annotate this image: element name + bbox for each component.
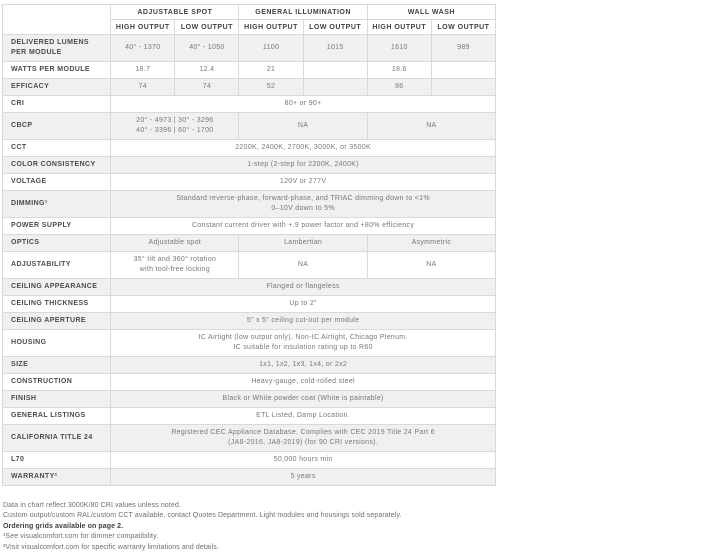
spec-value-cell: 2200K, 2400K, 2700K, 3000K, or 3500K [111,140,496,157]
table-row-finish [3,391,496,408]
spec-value-cell: Constant current driver with +.9 power factor and +80% efficiency [111,218,496,235]
spec-value-cell: NA [239,113,367,140]
row-label: VOLTAGE [3,174,111,191]
footnote-line-ordering-grids: Ordering grids available on page 2. [3,522,124,530]
table-row-cct [3,140,496,157]
spec-value-cell: 1610 [367,35,431,62]
footnote-line-warranty-details: ²Visit visualcomfort.com for specific warranty limitations and details. [3,543,219,551]
spec-value-cell: NA [367,113,495,140]
spec-value-cell [111,330,496,357]
spec-value-cell: 1-step (2-step for 2200K, 2400K) [111,157,496,174]
row-label: ADJUSTABILITY [3,252,111,279]
column-group-general-illumination: GENERAL ILLUMINATION [239,5,367,20]
spec-value-cell [111,252,239,279]
subcolumn-header: HIGH OUTPUT [111,20,175,35]
table-row-ceiling-aperture [3,313,496,330]
footnote-line-dimmer-compatibility: ¹See visualcomfort.com for dimmer compatibility. [3,533,159,541]
row-label: CCT [3,140,111,157]
adjustability-line: 35° tilt and 360° rotation [133,256,217,263]
spec-value-cell: 52 [239,79,303,96]
spec-value-cell: 1015 [303,35,367,62]
row-label: WARRANTY² [3,469,111,486]
row-label: CEILING APERTURE [3,313,111,330]
row-label: CEILING APPEARANCE [3,279,111,296]
table-row-color-consistency [3,157,496,174]
subcolumn-header: HIGH OUTPUT [367,20,431,35]
table-row-housing [3,330,496,357]
spec-value-cell: NA [367,252,495,279]
row-label: FINISH [3,391,111,408]
spec-value-cell: Asymmetric [367,235,495,252]
spec-value-cell: 1100 [239,35,303,62]
table-row-adjustability [3,252,496,279]
spec-value-cell: 74 [175,79,239,96]
table-row-ceiling-thickness [3,296,496,313]
table-row-ceiling-appearance [3,279,496,296]
table-row-cbcp [3,113,496,140]
housing-line: IC Airtight (low output only), Non-IC Airtight, Chicago Plenum. [198,334,408,341]
footnotes-block [3,501,643,553]
dimming-line: 0–10V down to 5% [271,205,335,212]
spec-value-cell: Adjustable spot [111,235,239,252]
row-label: CBCP [3,113,111,140]
spec-value-cell: 18.6 [367,62,431,79]
spec-value-cell [303,62,367,79]
subcolumn-header: LOW OUTPUT [303,20,367,35]
row-label: CONSTRUCTION [3,374,111,391]
column-group-wall-wash: WALL WASH [367,5,495,20]
spec-value-cell: Flanged or flangeless [111,279,496,296]
table-row-watts [3,62,496,79]
footnote-line: Custom output/custom RAL/custom CCT available, contact Quotes Department. Light modules and housings sold separately. [3,512,402,520]
spec-value-cell: 40° - 1370 [111,35,175,62]
spec-value-cell: 12.4 [175,62,239,79]
spec-value-cell [111,425,496,452]
spec-value-cell: Heavy-gauge, cold-rolled steel [111,374,496,391]
table-row-voltage [3,174,496,191]
spec-value-cell [111,191,496,218]
spec-value-cell [431,62,495,79]
cbcp-line: 20° - 4973 | 30° - 3296 [136,117,214,124]
spec-value-cell: 5 years [111,469,496,486]
footnote-line: Data in chart reflect 3000K/80 CRI values unless noted. [3,502,181,509]
spec-value-cell: NA [239,252,367,279]
spec-value-cell: 120V or 277V [111,174,496,191]
table-row-l70 [3,452,496,469]
table-row-power-supply [3,218,496,235]
spec-value-cell: 80+ or 90+ [111,96,496,113]
title24-line: (JA8-2016, JA8-2019) (for 90 CRI versions). [228,439,379,446]
table-row-dimming [3,191,496,218]
spec-value-cell: 989 [431,35,495,62]
row-label: EFFICACY [3,79,111,96]
corner-cell [3,5,111,35]
row-label: L70 [3,452,111,469]
table-row-optics [3,235,496,252]
table-row-size [3,357,496,374]
cbcp-line: 40° - 3396 | 60° - 1700 [136,127,214,134]
subcolumn-header: LOW OUTPUT [175,20,239,35]
table-row-delivered-lumens [3,35,496,62]
product-spec-table [2,4,496,486]
table-row-cri [3,96,496,113]
table-row-warranty [3,469,496,486]
row-label: WATTS PER MODULE [3,62,111,79]
subcolumn-header: LOW OUTPUT [431,20,495,35]
adjustability-line: with tool-free locking [139,266,211,273]
spec-value-cell: Up to 2" [111,296,496,313]
spec-value-cell: 40° - 1050 [175,35,239,62]
spec-value-cell: 1x1, 1x2, 1x3, 1x4, or 2x2 [111,357,496,374]
table-row-construction [3,374,496,391]
spec-value-cell: 74 [111,79,175,96]
spec-value-cell [111,113,239,140]
row-label: CEILING THICKNESS [3,296,111,313]
subcolumn-header: HIGH OUTPUT [239,20,303,35]
spec-value-cell: 86 [367,79,431,96]
housing-line: IC suitable for insulation rating up to R60 [233,344,373,351]
group-header-row [3,5,496,20]
dimming-line: Standard reverse-phase, forward-phase, and TRIAC dimming down to <1% [176,195,430,202]
spec-value-cell: ETL Listed, Damp Location. [111,408,496,425]
spec-value-cell: 18.7 [111,62,175,79]
column-group-adjustable-spot: ADJUSTABLE SPOT [111,5,239,20]
row-label: DELIVERED LUMENS PER MODULE [3,35,111,62]
row-label: OPTICS [3,235,111,252]
table-row-efficacy [3,79,496,96]
table-row-california-title-24 [3,425,496,452]
row-label: HOUSING [3,330,111,357]
spec-value-cell: 50,000 hours min [111,452,496,469]
row-label: SIZE [3,357,111,374]
title24-line: Registered CEC Appliance Database. Complies with CEC 2019 Title 24 Part 6 [171,429,435,436]
spec-value-cell: 21 [239,62,303,79]
spec-value-cell: 5" x 5" ceiling cut-out per module [111,313,496,330]
row-label: GENERAL LISTINGS [3,408,111,425]
row-label: POWER SUPPLY [3,218,111,235]
spec-value-cell: Black or White powder coat (White is paintable) [111,391,496,408]
row-label: CRI [3,96,111,113]
table-row-general-listings [3,408,496,425]
spec-value-cell [431,79,495,96]
row-label: COLOR CONSISTENCY [3,157,111,174]
row-label: DIMMING¹ [3,191,111,218]
spec-value-cell: Lambertian [239,235,367,252]
spec-value-cell [303,79,367,96]
row-label: CALIFORNIA TITLE 24 [3,425,111,452]
